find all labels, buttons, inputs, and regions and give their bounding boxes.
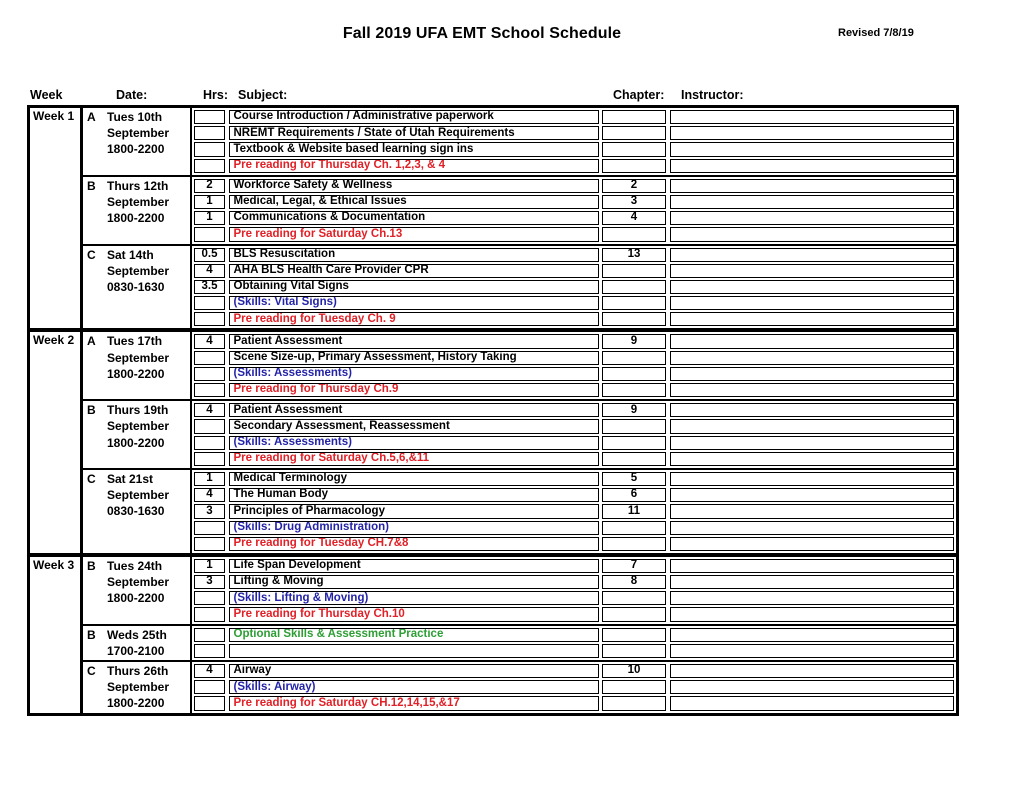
session-date-line: September	[107, 575, 170, 590]
schedule-row	[194, 383, 954, 397]
hrs-cell: 3	[194, 504, 225, 518]
session-date-line: September	[107, 488, 170, 503]
session-letter: B	[87, 627, 96, 642]
session-date-lines	[107, 178, 190, 227]
session-date-line: 0830-1630	[107, 504, 165, 519]
session-date-lines	[107, 627, 190, 659]
instructor-cell	[670, 110, 955, 124]
schedule-row	[194, 696, 954, 710]
instructor-cell	[670, 628, 955, 642]
instructor-cell	[670, 472, 955, 486]
instructor-cell	[670, 452, 955, 466]
session-date-lines	[107, 333, 190, 382]
schedule-row	[194, 537, 954, 551]
schedule-row	[194, 644, 954, 658]
schedule-row	[194, 126, 954, 140]
session-date-cell	[83, 557, 192, 624]
instructor-cell	[670, 351, 955, 365]
session-date-line: Tues 10th	[107, 110, 163, 124]
schedule-row	[194, 504, 954, 518]
column-header-subject: Subject:	[238, 88, 288, 102]
schedule-row	[194, 419, 954, 433]
subject-cell: Pre reading for Saturday CH.12,14,15,&17	[229, 696, 599, 710]
week-label: Week 2	[30, 332, 83, 552]
session-letter: A	[87, 334, 96, 349]
chapter-cell: 9	[602, 334, 666, 348]
session-rows	[192, 177, 956, 244]
subject-cell: The Human Body	[229, 488, 599, 502]
session-date-line: 1800-2200	[107, 591, 165, 606]
subject-cell: Pre reading for Thursday Ch.9	[229, 383, 599, 397]
subject-cell: Workforce Safety & Wellness	[229, 179, 599, 193]
instructor-cell	[670, 179, 955, 193]
session-date-line: September	[107, 263, 170, 278]
hrs-cell	[194, 351, 225, 365]
chapter-cell: 4	[602, 211, 666, 225]
hrs-cell: 4	[194, 403, 225, 417]
subject-cell: Scene Size-up, Primary Assessment, History Taking	[229, 351, 599, 365]
session-row	[83, 470, 956, 553]
schedule-row	[194, 664, 954, 678]
schedule-row	[194, 591, 954, 605]
session-date-lines	[107, 247, 190, 296]
instructor-cell	[670, 696, 955, 710]
instructor-cell	[670, 537, 955, 551]
schedule-row	[194, 367, 954, 381]
hrs-cell: 4	[194, 264, 225, 278]
instructor-cell	[670, 248, 955, 262]
schedule-row	[194, 472, 954, 486]
chapter-cell	[602, 521, 666, 535]
session-date-line: September	[107, 126, 170, 141]
instructor-cell	[670, 159, 955, 173]
instructor-cell	[670, 559, 955, 573]
session-letter: C	[87, 247, 96, 262]
subject-cell: Pre reading for Thursday Ch. 1,2,3, & 4	[229, 159, 599, 173]
session-date-cell	[83, 662, 192, 713]
session-date-line: September	[107, 350, 170, 365]
column-header-chapter: Chapter:	[613, 88, 665, 102]
chapter-cell	[602, 126, 666, 140]
chapter-cell	[602, 607, 666, 621]
chapter-cell	[602, 696, 666, 710]
hrs-cell	[194, 452, 225, 466]
subject-cell: Course Introduction / Administrative paperwork	[229, 110, 599, 124]
session-letter: B	[87, 178, 96, 193]
session-rows	[192, 108, 956, 175]
session-rows	[192, 557, 956, 624]
instructor-cell	[670, 607, 955, 621]
instructor-cell	[670, 334, 955, 348]
chapter-cell: 5	[602, 472, 666, 486]
subject-cell: BLS Resuscitation	[229, 248, 599, 262]
instructor-cell	[670, 264, 955, 278]
session-date-line: Sat 14th	[107, 247, 154, 262]
subject-cell: Pre reading for Thursday Ch.10	[229, 607, 599, 621]
column-header-hrs: Hrs:	[203, 88, 229, 102]
chapter-cell: 3	[602, 195, 666, 209]
session-date-line: Thurs 26th	[107, 664, 169, 678]
subject-cell: (Skills: Assessments)	[229, 436, 599, 450]
hrs-cell	[194, 419, 225, 433]
chapter-cell	[602, 142, 666, 156]
subject-cell: Medical Terminology	[229, 472, 599, 486]
session-rows	[192, 470, 956, 553]
subject-cell: (Skills: Lifting & Moving)	[229, 591, 599, 605]
session-date-line: 1800-2200	[107, 366, 165, 381]
session-date-cell	[83, 626, 192, 660]
hrs-cell	[194, 110, 225, 124]
hrs-cell: 4	[194, 334, 225, 348]
session-row	[83, 246, 956, 329]
chapter-cell	[602, 644, 666, 658]
schedule-row	[194, 227, 954, 241]
hrs-cell	[194, 159, 225, 173]
hrs-cell	[194, 367, 225, 381]
session-date-cell	[83, 177, 192, 244]
chapter-cell: 10	[602, 664, 666, 678]
hrs-cell: 1	[194, 559, 225, 573]
instructor-cell	[670, 419, 955, 433]
subject-cell: (Skills: Vital Signs)	[229, 296, 599, 310]
schedule-row	[194, 264, 954, 278]
subject-cell	[229, 644, 599, 658]
schedule-row	[194, 452, 954, 466]
session-rows	[192, 662, 956, 713]
subject-cell: (Skills: Airway)	[229, 680, 599, 694]
schedule-row	[194, 628, 954, 642]
instructor-cell	[670, 312, 955, 326]
chapter-cell: 7	[602, 559, 666, 573]
schedule-row	[194, 575, 954, 589]
subject-cell: Pre reading for Saturday Ch.5,6,&11	[229, 452, 599, 466]
session-date-line: Weds 25th	[107, 627, 167, 642]
revision-note: Revised 7/8/19	[838, 27, 914, 39]
hrs-cell: 3.5	[194, 280, 225, 294]
chapter-cell	[602, 436, 666, 450]
hrs-cell: 4	[194, 488, 225, 502]
hrs-cell: 0.5	[194, 248, 225, 262]
subject-cell: Airway	[229, 664, 599, 678]
instructor-cell	[670, 383, 955, 397]
instructor-cell	[670, 680, 955, 694]
schedule-row	[194, 159, 954, 173]
chapter-cell	[602, 110, 666, 124]
week-label: Week 1	[30, 108, 83, 328]
hrs-cell: 2	[194, 179, 225, 193]
chapter-cell	[602, 383, 666, 397]
schedule-row	[194, 559, 954, 573]
session-date-cell	[83, 401, 192, 468]
session-row	[83, 401, 956, 470]
schedule-row	[194, 521, 954, 535]
schedule-row	[194, 488, 954, 502]
session-date-lines	[107, 402, 190, 451]
instructor-cell	[670, 644, 955, 658]
week-group	[27, 105, 959, 331]
session-date-line: September	[107, 194, 170, 209]
instructor-cell	[670, 488, 955, 502]
chapter-cell	[602, 159, 666, 173]
schedule-row	[194, 195, 954, 209]
chapter-cell	[602, 452, 666, 466]
subject-cell: Patient Assessment	[229, 334, 599, 348]
schedule-table	[27, 105, 959, 716]
schedule-row	[194, 312, 954, 326]
session-row	[83, 557, 956, 626]
sessions-container	[83, 332, 956, 552]
instructor-cell	[670, 296, 955, 310]
instructor-cell	[670, 403, 955, 417]
schedule-row	[194, 334, 954, 348]
instructor-cell	[670, 504, 955, 518]
chapter-cell: 2	[602, 179, 666, 193]
subject-cell: Secondary Assessment, Reassessment	[229, 419, 599, 433]
subject-cell: Textbook & Website based learning sign ins	[229, 142, 599, 156]
schedule-row	[194, 436, 954, 450]
chapter-cell: 6	[602, 488, 666, 502]
chapter-cell	[602, 419, 666, 433]
session-letter: C	[87, 664, 96, 678]
sessions-container	[83, 557, 956, 713]
hrs-cell	[194, 607, 225, 621]
chapter-cell: 8	[602, 575, 666, 589]
session-date-line: 1800-2200	[107, 211, 165, 226]
schedule-row	[194, 296, 954, 310]
session-date-cell	[83, 470, 192, 553]
hrs-cell: 1	[194, 211, 225, 225]
hrs-cell	[194, 537, 225, 551]
session-row	[83, 626, 956, 662]
session-date-line: 1800-2200	[107, 435, 165, 450]
subject-cell: (Skills: Assessments)	[229, 367, 599, 381]
instructor-cell	[670, 664, 955, 678]
session-rows	[192, 246, 956, 329]
session-letter: B	[87, 558, 96, 573]
subject-cell: Pre reading for Saturday Ch.13	[229, 227, 599, 241]
session-date-line: Thurs 12th	[107, 178, 169, 193]
chapter-cell	[602, 591, 666, 605]
session-letter: C	[87, 471, 96, 486]
session-date-line: September	[107, 419, 170, 434]
schedule-row	[194, 403, 954, 417]
instructor-cell	[670, 126, 955, 140]
session-date-cell	[83, 108, 192, 175]
chapter-cell	[602, 227, 666, 241]
subject-cell: Pre reading for Tuesday CH.7&8	[229, 537, 599, 551]
instructor-cell	[670, 211, 955, 225]
session-rows	[192, 332, 956, 399]
chapter-cell	[602, 367, 666, 381]
hrs-cell	[194, 126, 225, 140]
sessions-container	[83, 108, 956, 328]
session-letter: B	[87, 403, 96, 418]
hrs-cell	[194, 696, 225, 710]
session-date-line: Tues 24th	[107, 558, 163, 573]
instructor-cell	[670, 195, 955, 209]
schedule-row	[194, 110, 954, 124]
subject-cell: AHA BLS Health Care Provider CPR	[229, 264, 599, 278]
chapter-cell	[602, 351, 666, 365]
hrs-cell	[194, 296, 225, 310]
session-date-line: Sat 21st	[107, 471, 154, 486]
schedule-row	[194, 179, 954, 193]
week-group	[27, 554, 959, 716]
hrs-cell	[194, 680, 225, 694]
subject-cell: Life Span Development	[229, 559, 599, 573]
subject-cell: Pre reading for Tuesday Ch. 9	[229, 312, 599, 326]
schedule-row	[194, 211, 954, 225]
chapter-cell: 11	[602, 504, 666, 518]
schedule-row	[194, 142, 954, 156]
session-rows	[192, 401, 956, 468]
hrs-cell	[194, 383, 225, 397]
hrs-cell: 4	[194, 664, 225, 678]
chapter-cell	[602, 628, 666, 642]
week-group	[27, 329, 959, 555]
subject-cell: (Skills: Drug Administration)	[229, 521, 599, 535]
session-date-cell	[83, 332, 192, 399]
session-rows	[192, 626, 956, 660]
schedule-row	[194, 248, 954, 262]
chapter-cell: 13	[602, 248, 666, 262]
instructor-cell	[670, 575, 955, 589]
session-date-lines	[107, 558, 190, 607]
session-date-cell	[83, 246, 192, 329]
session-row	[83, 662, 956, 713]
instructor-cell	[670, 591, 955, 605]
hrs-cell: 3	[194, 575, 225, 589]
instructor-cell	[670, 367, 955, 381]
column-header-instructor: Instructor:	[681, 88, 744, 102]
subject-cell: Obtaining Vital Signs	[229, 280, 599, 294]
session-letter: A	[87, 110, 96, 124]
instructor-cell	[670, 521, 955, 535]
hrs-cell	[194, 436, 225, 450]
subject-cell: Patient Assessment	[229, 403, 599, 417]
hrs-cell	[194, 312, 225, 326]
chapter-cell	[602, 280, 666, 294]
instructor-cell	[670, 280, 955, 294]
session-date-line: 1800-2200	[107, 142, 165, 157]
hrs-cell	[194, 521, 225, 535]
schedule-row	[194, 680, 954, 694]
subject-cell: Medical, Legal, & Ethical Issues	[229, 195, 599, 209]
hrs-cell: 1	[194, 472, 225, 486]
session-date-line: 1700-2100	[107, 643, 165, 658]
session-date-lines	[107, 471, 190, 520]
chapter-cell	[602, 537, 666, 551]
hrs-cell	[194, 628, 225, 642]
hrs-cell	[194, 591, 225, 605]
column-header-date: Date:	[116, 88, 148, 102]
column-header-week: Week	[30, 88, 63, 102]
subject-cell: Optional Skills & Assessment Practice	[229, 628, 599, 642]
instructor-cell	[670, 227, 955, 241]
session-row	[83, 177, 956, 246]
document-title: Fall 2019 UFA EMT School Schedule	[342, 25, 622, 42]
subject-cell: Principles of Pharmacology	[229, 504, 599, 518]
session-date-line: Tues 17th	[107, 334, 163, 349]
week-label: Week 3	[30, 557, 83, 713]
session-date-lines	[107, 663, 190, 712]
schedule-row	[194, 351, 954, 365]
hrs-cell	[194, 644, 225, 658]
schedule-row	[194, 280, 954, 294]
session-date-lines	[107, 109, 190, 158]
hrs-cell	[194, 142, 225, 156]
schedule-row	[194, 607, 954, 621]
chapter-cell	[602, 296, 666, 310]
subject-cell: Communications & Documentation	[229, 211, 599, 225]
subject-cell: Lifting & Moving	[229, 575, 599, 589]
session-date-line: 1800-2200	[107, 696, 165, 711]
session-row	[83, 108, 956, 177]
chapter-cell	[602, 680, 666, 694]
chapter-cell	[602, 312, 666, 326]
chapter-cell: 9	[602, 403, 666, 417]
session-date-line: Thurs 19th	[107, 403, 169, 418]
hrs-cell	[194, 227, 225, 241]
instructor-cell	[670, 142, 955, 156]
subject-cell: NREMT Requirements / State of Utah Requirements	[229, 126, 599, 140]
chapter-cell	[602, 264, 666, 278]
session-row	[83, 332, 956, 401]
instructor-cell	[670, 436, 955, 450]
session-date-line: September	[107, 680, 170, 695]
hrs-cell: 1	[194, 195, 225, 209]
session-date-line: 0830-1630	[107, 279, 165, 294]
